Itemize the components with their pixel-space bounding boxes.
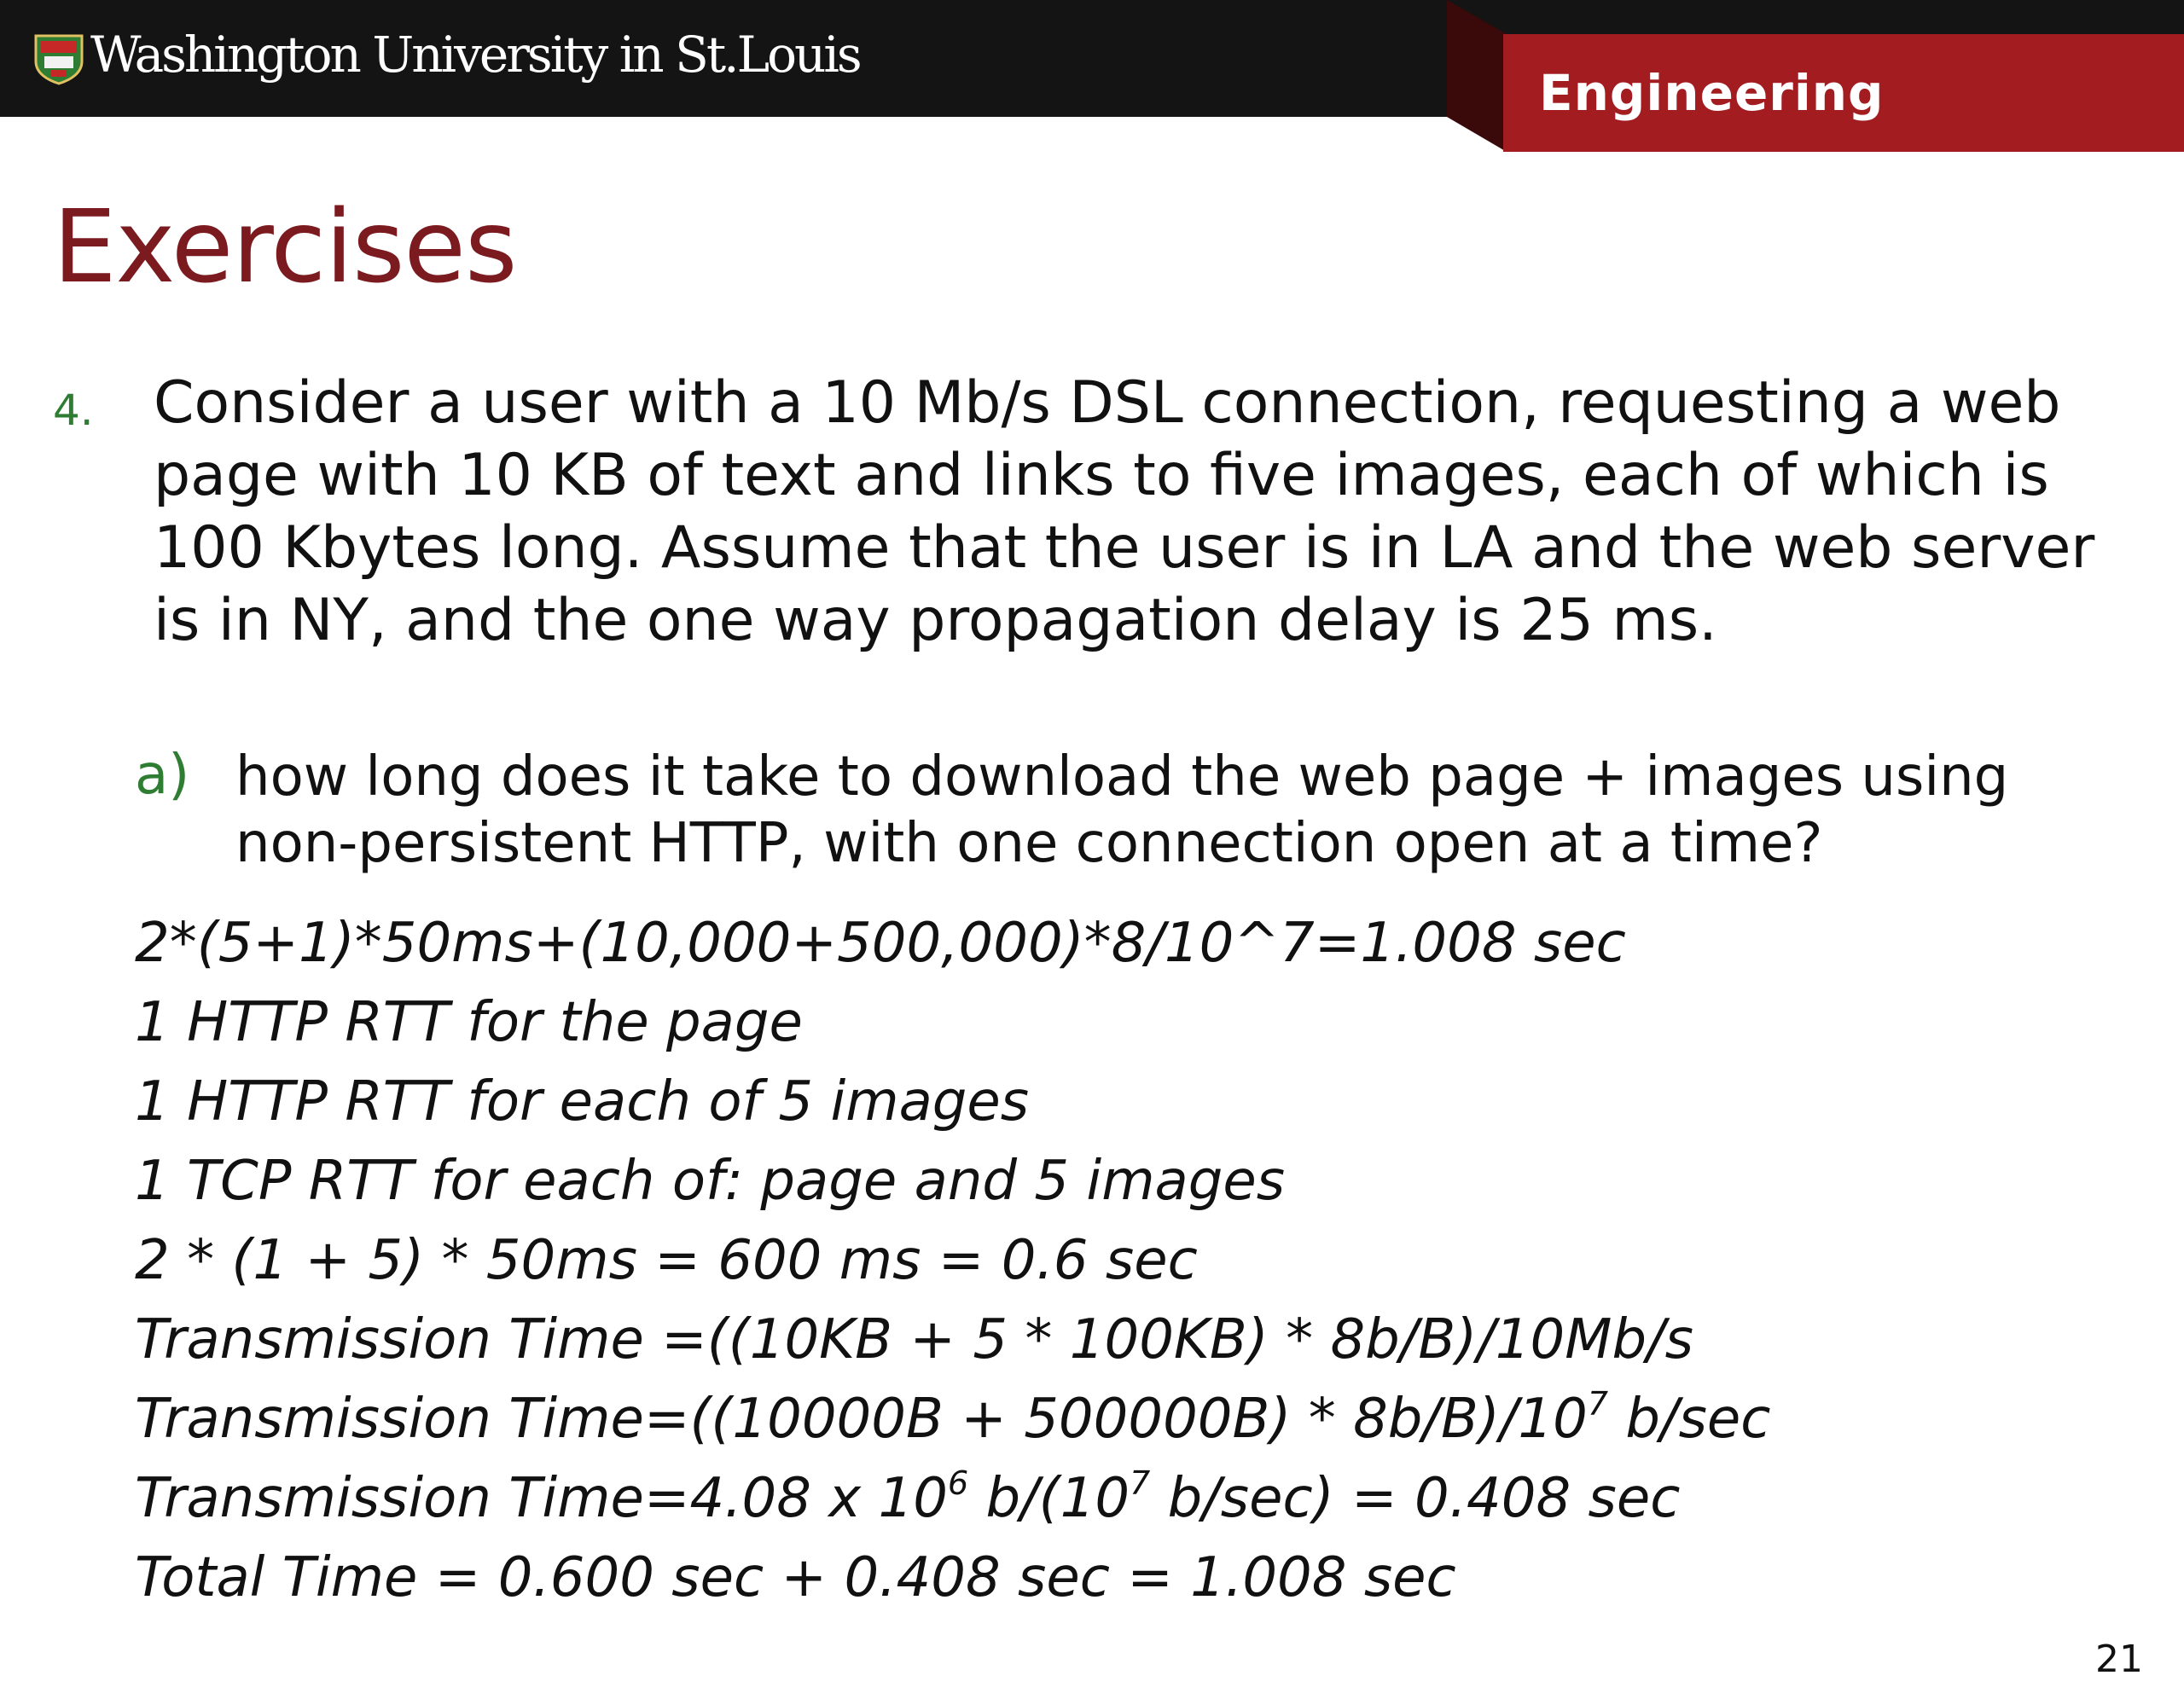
page-number: 21 xyxy=(2095,1638,2143,1681)
answer-block xyxy=(135,904,2097,1618)
answer-text: b/sec xyxy=(1608,1388,1771,1451)
answer-text: Transmission Time=((10000B + 500000B) * 8b/B)/10 xyxy=(135,1388,1588,1451)
answer-line: 1 HTTP RTT for each of 5 images xyxy=(135,1070,1030,1133)
answer-line xyxy=(135,1380,2097,1459)
university-name: Washington University in St.Louis xyxy=(90,26,860,84)
university-shield-icon xyxy=(32,32,85,85)
answer-line: Transmission Time =((10KB + 5 * 100KB) * 8b/B)/10Mb/s xyxy=(135,1308,1693,1371)
answer-line: 2*(5+1)*50ms+(10,000+500,000)*8/10^7=1.008 sec xyxy=(135,912,1626,975)
question-text: Consider a user with a 10 Mb/s DSL connection, requesting a web page with 10 KB of text and links to five images, each of which is 100 Kbytes long. Assume that the user is in LA and the web server is in NY, and the one way propagation delay is 25 ms. xyxy=(154,369,2095,654)
slide-title: Exercises xyxy=(53,188,517,305)
sub-question-label: a) xyxy=(135,744,190,807)
answer-text: b/(10 xyxy=(968,1467,1130,1530)
exponent: 6 xyxy=(947,1464,969,1502)
answer-line: Total Time = 0.600 sec + 0.408 sec = 1.008 sec xyxy=(135,1546,1456,1609)
school-label: Engineering xyxy=(1539,64,1885,122)
answer-text: b/sec) = 0.408 sec xyxy=(1150,1467,1681,1530)
answer-line: 1 HTTP RTT for the page xyxy=(135,991,803,1054)
answer-line: 1 TCP RTT for each of: page and 5 images xyxy=(135,1150,1286,1213)
exponent: 7 xyxy=(1587,1385,1609,1423)
item-number: 4. xyxy=(53,386,94,435)
sub-question-text: how long does it take to download the web page + images using non-persistent HTTP, with one connection open at a time? xyxy=(235,745,2009,875)
answer-line: 2 * (1 + 5) * 50ms = 600 ms = 0.6 sec xyxy=(135,1229,1198,1292)
exponent: 7 xyxy=(1130,1464,1151,1502)
answer-text: Transmission Time=4.08 x 10 xyxy=(135,1467,948,1530)
answer-line xyxy=(135,1459,2097,1539)
